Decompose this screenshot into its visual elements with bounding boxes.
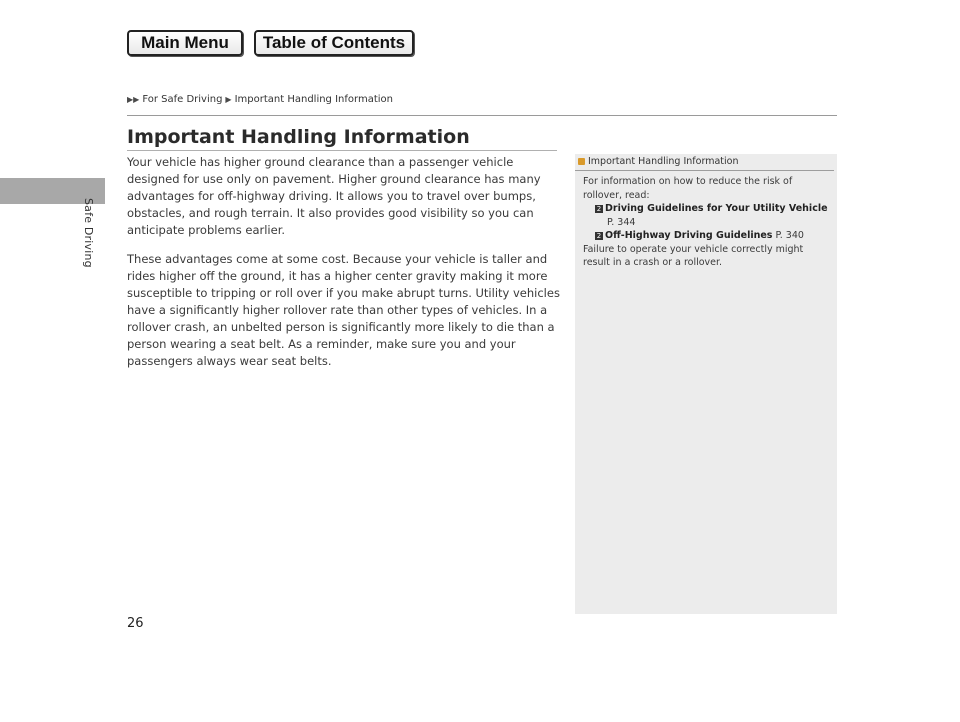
page-title: Important Handling Information bbox=[127, 126, 470, 148]
header-divider bbox=[127, 115, 837, 116]
sidebar-link-title: Driving Guidelines for Your Utility Vehicle bbox=[605, 203, 828, 214]
sidebar-link-utility-guidelines[interactable] bbox=[583, 202, 831, 229]
breadcrumb-item-for-safe-driving[interactable]: For Safe Driving bbox=[142, 94, 223, 105]
section-tab-label: Safe Driving bbox=[82, 198, 95, 268]
sidebar-intro: For information on how to reduce the risk of rollover, read: bbox=[583, 176, 793, 201]
breadcrumb bbox=[127, 94, 393, 105]
sidebar-link-off-highway-guidelines[interactable] bbox=[583, 229, 831, 243]
body-paragraph-1: Your vehicle has higher ground clearance than a passenger vehicle designed for use only on pavement. Higher ground clearance has many advantages for off-highway driving. It allows you to travel over bumps, obstacles, and rough terrain. It also provides good visibility so you can anticipate problems earlier. bbox=[127, 155, 541, 237]
sidebar-heading-text: Important Handling Information bbox=[588, 156, 739, 167]
sidebar-link-page: P. 340 bbox=[775, 230, 804, 241]
breadcrumb-item-important-handling[interactable]: Important Handling Information bbox=[234, 94, 393, 105]
sidebar-note-box bbox=[575, 154, 837, 614]
reference-arrow-icon: 2 bbox=[596, 205, 602, 213]
main-menu-button[interactable]: Main Menu bbox=[127, 30, 243, 56]
table-of-contents-button[interactable]: Table of Contents bbox=[254, 30, 414, 56]
reference-arrow-icon: 2 bbox=[596, 232, 602, 240]
page-number: 26 bbox=[127, 616, 144, 631]
note-icon bbox=[578, 158, 585, 165]
breadcrumb-arrow-icon: ▶▶ bbox=[127, 95, 140, 104]
title-divider bbox=[127, 150, 557, 151]
body-paragraph-2: These advantages come at some cost. Because your vehicle is taller and rides higher off the ground, it has a higher center gravity making it more susceptible to tripping or roll over if you make abrupt turns. Utility vehicles have a significantly higher rollover rate than other types of vehicles. In a rollover crash, an unbelted person is significantly more likely to die than a person wearing a seat belt. As a reminder, make sure you and your passengers always wear seat belts. bbox=[127, 252, 560, 368]
sidebar-heading bbox=[575, 154, 834, 171]
sidebar-link-title: Off-Highway Driving Guidelines bbox=[605, 230, 773, 241]
breadcrumb-arrow-icon: ▶ bbox=[225, 95, 232, 104]
sidebar-warning: Failure to operate your vehicle correctly might result in a crash or a rollover. bbox=[583, 243, 804, 268]
sidebar-link-page: P. 344 bbox=[607, 216, 636, 228]
main-body-text bbox=[127, 154, 565, 382]
